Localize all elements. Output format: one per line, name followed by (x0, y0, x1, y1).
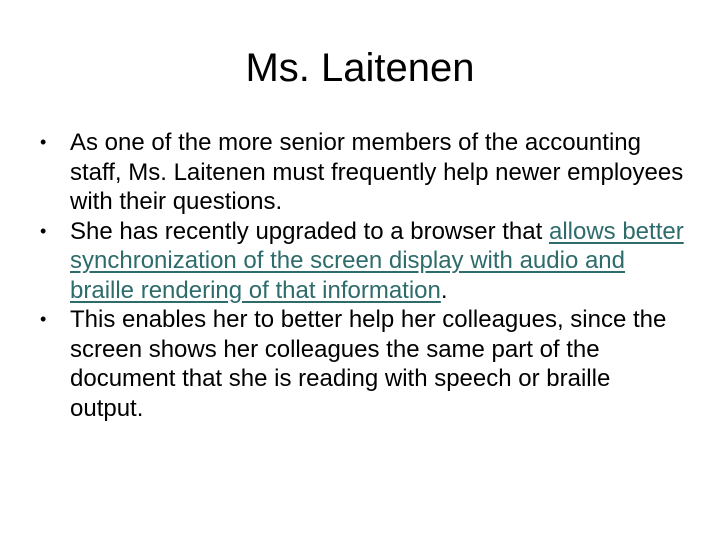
bullet-list (36, 128, 686, 423)
bullet-dot-icon: • (40, 309, 47, 329)
bullet-dot-icon: • (40, 220, 47, 241)
slide-title: Ms. Laitenen (245, 46, 475, 90)
bullet-text-before-link: She has recently upgraded to a browser that (70, 217, 549, 245)
bullet-item (36, 217, 686, 306)
bullet-text-after-link: . (440, 276, 448, 304)
bullet-item (36, 305, 686, 423)
bullet-item (36, 128, 686, 217)
bullet-text: This enables her to better help her colleagues, since the screen shows her colleagues the same part of the document that she is reading with speech or braille output. (70, 306, 667, 422)
browser-sync-link[interactable]: allows better synchronization of the screen display with audio and braille rendering of that information (70, 217, 684, 304)
bullet-dot-icon: • (40, 132, 47, 152)
bullet-text: As one of the more senior members of the accounting staff, Ms. Laitenen must frequently help newer employees with their questions. (70, 129, 684, 215)
